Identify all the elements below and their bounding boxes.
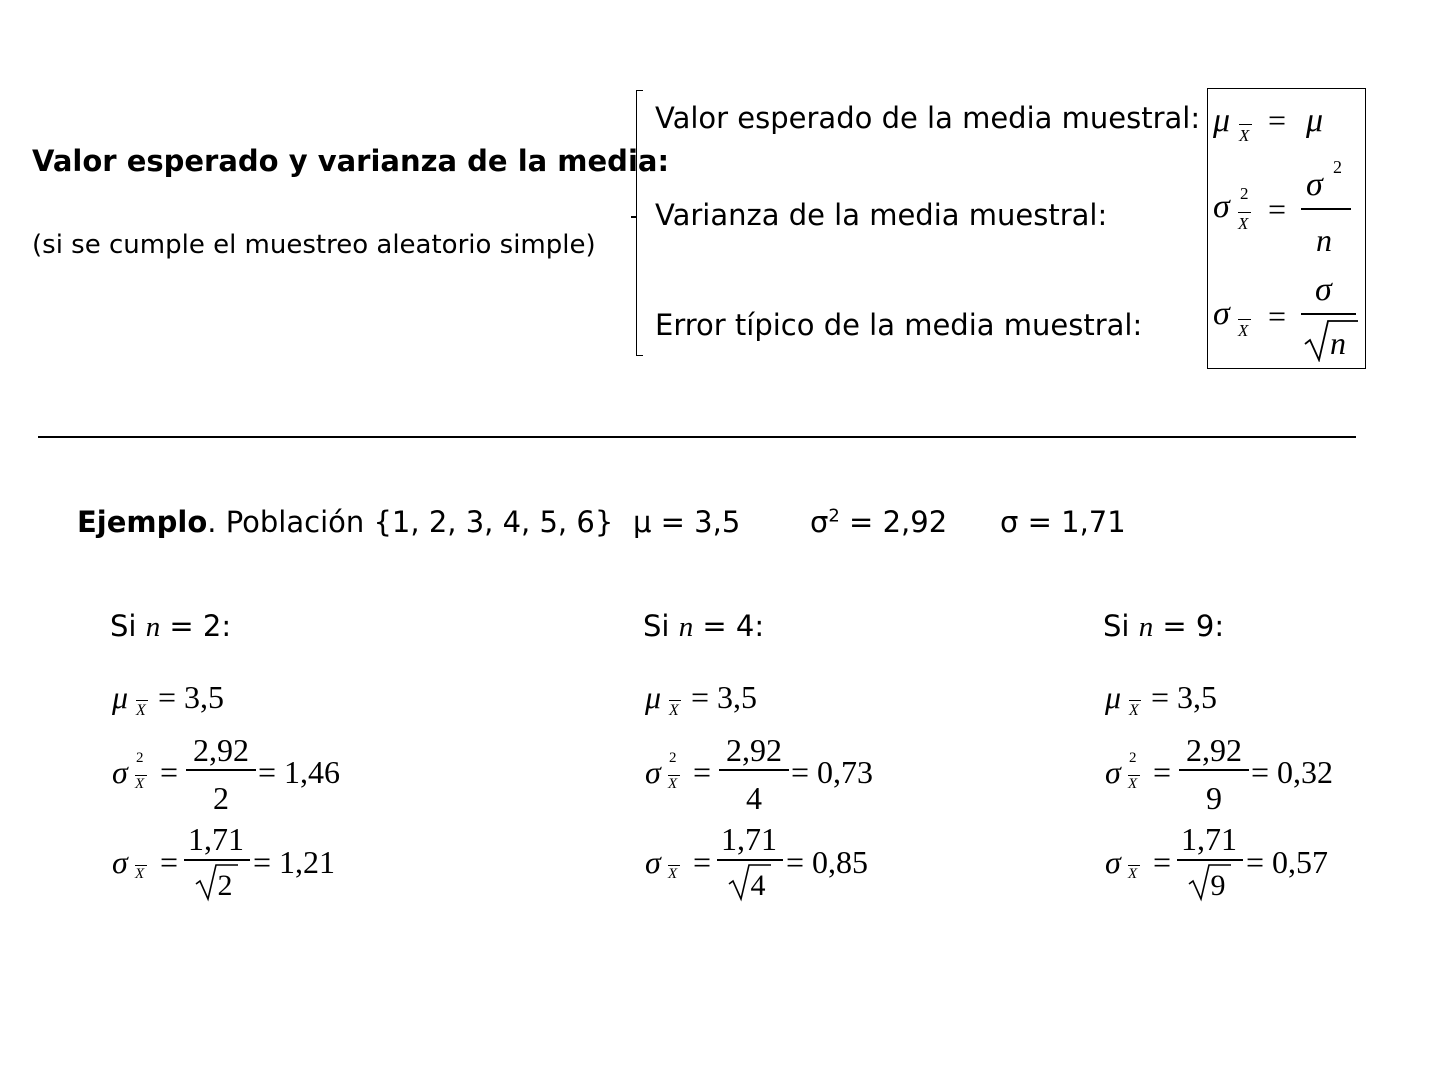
equals-sign: = <box>1268 191 1287 227</box>
mu-result: = 3,5 <box>1151 679 1218 715</box>
variance-numerator: 2,92 <box>1186 732 1242 768</box>
equals-sign: = <box>160 754 179 790</box>
example-variance-symbol: σ <box>810 505 829 539</box>
stderr-denominator: 4 <box>750 869 766 902</box>
variance-result: = 1,46 <box>258 754 341 790</box>
fraction-line <box>186 769 256 771</box>
bracket-tick <box>631 216 637 218</box>
variance-result: = 0,73 <box>791 754 874 790</box>
sigma-symbol: σ <box>1306 166 1323 203</box>
sigma-symbol: σ <box>645 754 661 790</box>
exponent-two: 2 <box>669 750 677 766</box>
xbar-subscript: X <box>1238 214 1249 233</box>
xbar-subscript: X <box>668 866 678 882</box>
stderr-numerator: 1,71 <box>1181 821 1237 857</box>
page-title: Valor esperado y varianza de la media: <box>32 144 670 178</box>
stderr-result: = 1,21 <box>253 844 336 880</box>
case-n-value: = 2: <box>160 609 232 643</box>
example-variance <box>810 505 947 539</box>
variance-denominator: 2 <box>213 780 229 816</box>
stderr-result: = 0,57 <box>1246 844 1329 880</box>
n-symbol: n <box>1316 222 1332 258</box>
case-n: n <box>678 611 694 643</box>
example-variance-exponent: 2 <box>828 505 840 527</box>
equals-sign: = <box>1268 102 1287 138</box>
equals-sign: = <box>1268 298 1287 334</box>
exponent-two: 2 <box>1129 750 1137 766</box>
stderr-numerator: 1,71 <box>721 821 777 857</box>
mu-symbol: μ <box>112 679 129 715</box>
xbar-subscript: X <box>1239 126 1250 145</box>
definitions-bracket <box>636 90 643 356</box>
case-heading <box>110 609 231 644</box>
sigma-symbol: σ <box>1105 844 1121 880</box>
xbar-subscript: X <box>1129 702 1139 719</box>
equals-sign: = <box>1153 844 1172 880</box>
mu-symbol: μ <box>1306 102 1324 139</box>
case-n: n <box>1138 611 1154 643</box>
xbar-subscript: X <box>135 866 145 882</box>
case-heading <box>643 609 764 644</box>
equals-sign: = <box>1153 754 1172 790</box>
exponent-two: 2 <box>136 750 144 766</box>
case-n: n <box>145 611 161 643</box>
mu-symbol: μ <box>645 679 662 715</box>
equals-sign: = <box>693 754 712 790</box>
variance-result: = 0,32 <box>1251 754 1334 790</box>
case-si: Si <box>110 609 146 643</box>
fraction-line <box>1301 313 1356 315</box>
case-n-value: = 9: <box>1153 609 1225 643</box>
example-sd: σ = 1,71 <box>1000 505 1126 539</box>
mu-result: = 3,5 <box>158 679 225 715</box>
example-population: . Población {1, 2, 3, 4, 5, 6} <box>207 505 614 539</box>
case-si: Si <box>1103 609 1139 643</box>
example-variance-value: = 2,92 <box>839 505 948 539</box>
exponent-two: 2 <box>1333 157 1342 177</box>
fraction-line <box>1179 769 1249 771</box>
example-line <box>77 505 613 539</box>
example-mu: μ = 3,5 <box>633 505 741 539</box>
sigma-symbol: σ <box>645 844 661 880</box>
fraction-line <box>719 769 789 771</box>
xbar-subscript: X <box>1128 776 1138 792</box>
variance-denominator: 9 <box>1206 780 1222 816</box>
definition-expected-label: Valor esperado de la media muestral: <box>655 101 1201 135</box>
mu-symbol: μ <box>1105 679 1122 715</box>
xbar-subscript: X <box>1238 321 1249 340</box>
sigma-symbol: σ <box>112 844 128 880</box>
equals-sign: = <box>160 844 179 880</box>
sigma-symbol: σ <box>1213 295 1230 332</box>
mu-symbol: μ <box>1213 102 1231 139</box>
equals-sign: = <box>693 844 712 880</box>
section-divider <box>38 436 1356 438</box>
mu-result: = 3,5 <box>691 679 758 715</box>
case-heading <box>1103 609 1224 644</box>
sigma-symbol: σ <box>1213 188 1230 225</box>
fraction-line <box>717 859 783 861</box>
fraction-line <box>1301 208 1351 210</box>
xbar-subscript: X <box>668 776 678 792</box>
sigma-symbol: σ <box>1315 271 1332 308</box>
definition-variance-label: Varianza de la media muestral: <box>655 198 1108 232</box>
stderr-denominator: 9 <box>1210 869 1226 902</box>
sigma-symbol: σ <box>112 754 128 790</box>
exponent-two: 2 <box>1240 184 1249 203</box>
xbar-subscript: X <box>669 702 679 719</box>
sigma-symbol: σ <box>1105 754 1121 790</box>
xbar-subscript: X <box>1128 866 1138 882</box>
stderr-denominator: 2 <box>217 869 233 902</box>
case-si: Si <box>643 609 679 643</box>
stderr-result: = 0,85 <box>786 844 869 880</box>
stderr-numerator: 1,71 <box>188 821 244 857</box>
variance-numerator: 2,92 <box>726 732 782 768</box>
xbar-subscript: X <box>135 776 145 792</box>
variance-numerator: 2,92 <box>193 732 249 768</box>
xbar-subscript: X <box>136 702 146 719</box>
case-n-value: = 4: <box>693 609 765 643</box>
n-symbol: n <box>1330 325 1346 361</box>
variance-denominator: 4 <box>746 780 762 816</box>
fraction-line <box>184 859 250 861</box>
example-label: Ejemplo <box>77 505 208 539</box>
page-subtitle: (si se cumple el muestreo aleatorio simple) <box>32 230 596 260</box>
fraction-line <box>1177 859 1243 861</box>
definition-stderr-label: Error típico de la media muestral: <box>655 308 1143 342</box>
